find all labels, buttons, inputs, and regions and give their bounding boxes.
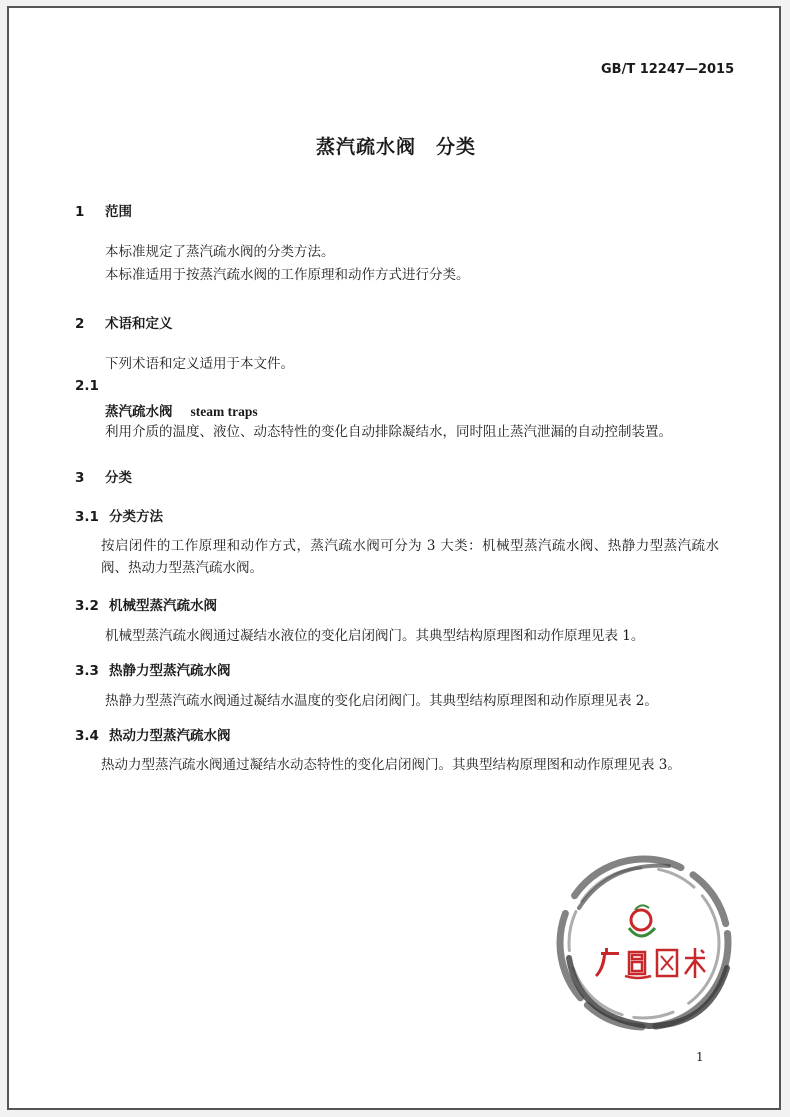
section-title: 范围: [105, 204, 132, 220]
paragraph: 热静力型蒸汽疏水阀通过凝结水温度的变化启闭阀门。其典型结构原理图和动作原理见表 2。: [105, 693, 658, 709]
section-1-heading: [75, 200, 132, 220]
logo-icon: [629, 905, 655, 936]
section-number: 3.3: [75, 663, 99, 679]
paragraph: 热动力型蒸汽疏水阀通过凝结水动态特性的变化启闭阀门。其典型结构原理图和动作原理见表 3。: [101, 757, 681, 773]
section-title: 热动力型蒸汽疏水阀: [109, 728, 231, 744]
subsection-3-2-heading: [75, 594, 217, 614]
section-title: 术语和定义: [105, 316, 173, 332]
section-number: 3.2: [75, 598, 99, 614]
page-number: 1: [696, 1050, 704, 1064]
term-name-cn: 蒸汽疏水阀: [105, 404, 173, 420]
paragraph: 按启闭件的工作原理和动作方式，蒸汽疏水阀可分为 3 大类：机械型蒸汽疏水阀、热静力型蒸汽疏水阀、热动力型蒸汽疏水阀。: [101, 538, 719, 576]
section-3-heading: [75, 466, 132, 486]
section-2-heading: [75, 312, 173, 332]
section-number: 2: [75, 316, 85, 332]
subsection-3-1-heading: [75, 505, 163, 525]
section-title: 分类方法: [109, 509, 163, 525]
seal-lettering-glyphs: [595, 948, 705, 978]
subsection-3-3-heading: [75, 659, 231, 679]
section-title: 机械型蒸汽疏水阀: [109, 598, 217, 614]
standard-number: GB/T 12247—2015: [601, 62, 735, 77]
term-name-en: steam traps: [190, 404, 258, 419]
paragraph: 下列术语和定义适用于本文件。: [105, 356, 294, 372]
publisher-seal: [549, 848, 739, 1038]
section-title: 分类: [105, 470, 132, 486]
section-number: 3.4: [75, 728, 99, 744]
section-number: 3.1: [75, 509, 99, 525]
section-number: 3: [75, 470, 85, 486]
subsection-3-4-heading: [75, 724, 231, 744]
paragraph: 本标准适用于按蒸汽疏水阀的工作原理和动作方式进行分类。: [105, 267, 470, 283]
document-title: 蒸汽疏水阀 分类: [315, 136, 476, 158]
section-number: 1: [75, 204, 85, 220]
paragraph: 机械型蒸汽疏水阀通过凝结水液位的变化启闭阀门。其典型结构原理图和动作原理见表 1。: [105, 628, 645, 644]
term-number: 2.1: [75, 378, 99, 394]
paragraph: 本标准规定了蒸汽疏水阀的分类方法。: [105, 244, 335, 260]
document-page: [7, 6, 781, 1110]
section-title: 热静力型蒸汽疏水阀: [109, 663, 231, 679]
term-definition: 利用介质的温度、液位、动态特性的变化自动排除凝结水，同时阻止蒸汽泄漏的自动控制装置。: [105, 424, 672, 440]
term-entry: [105, 400, 258, 420]
